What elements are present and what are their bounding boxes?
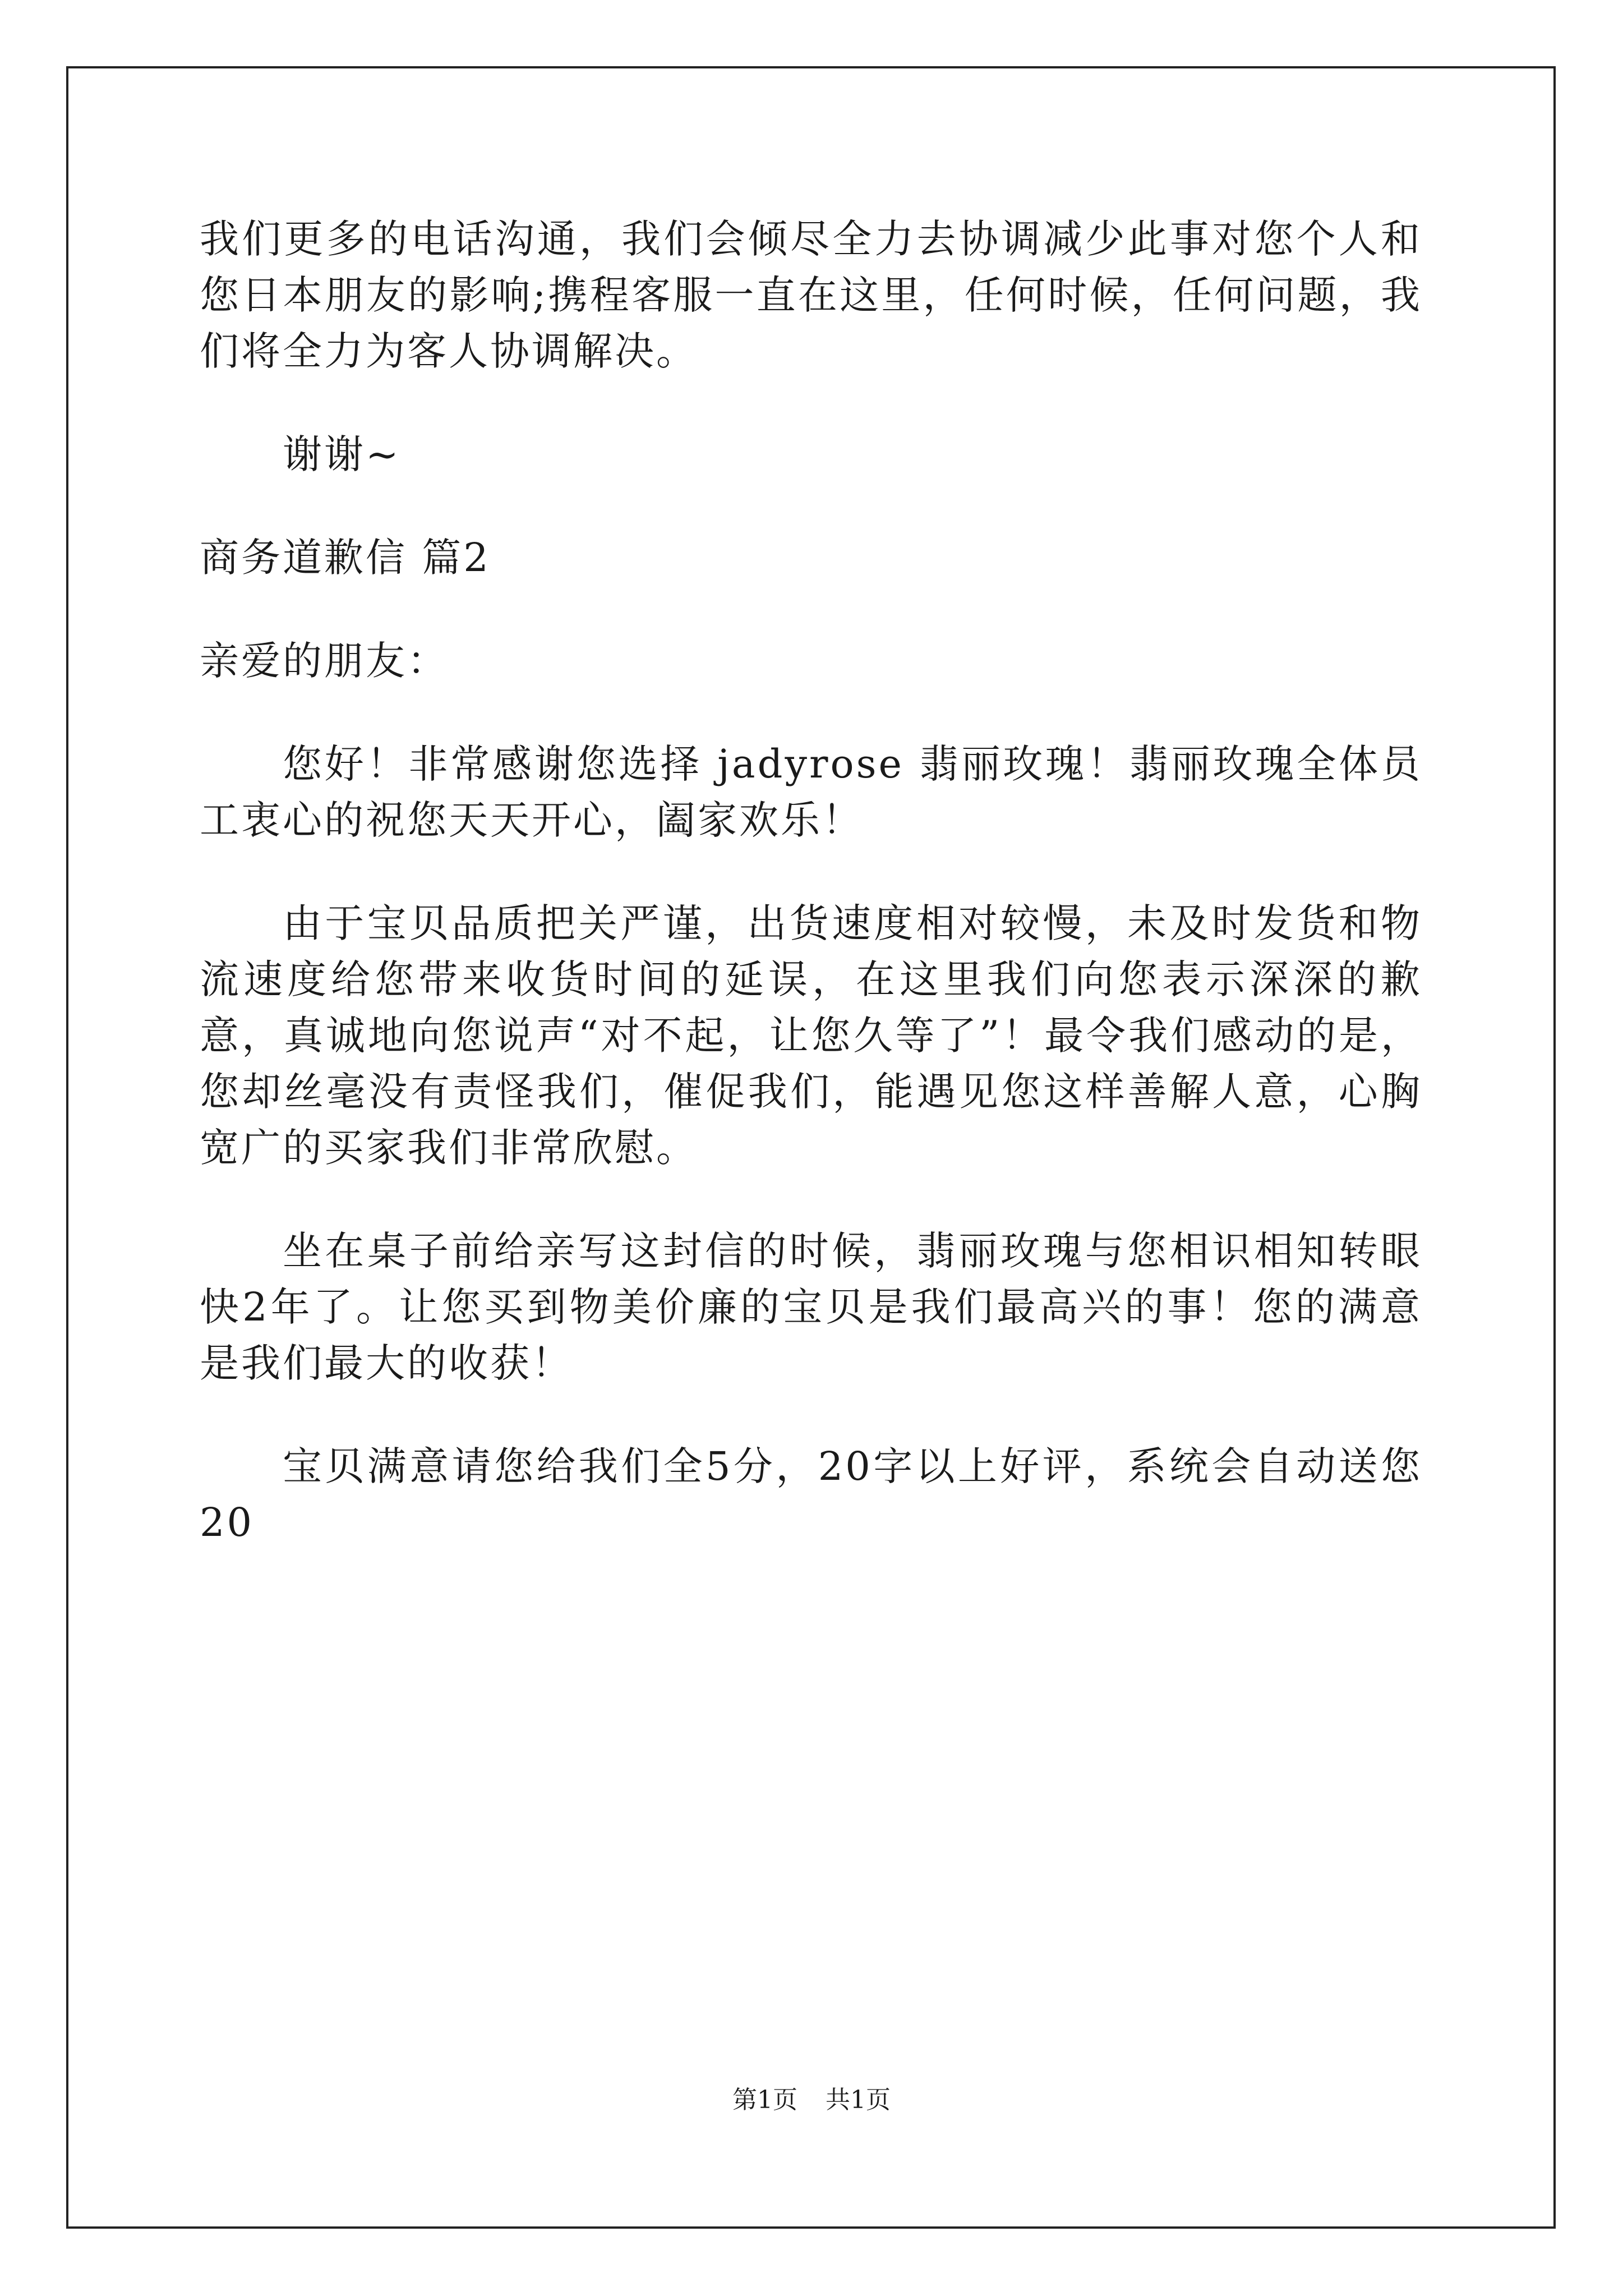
salutation: 亲爱的朋友： [200,638,449,684]
page-total: 共1页 [826,2086,891,2114]
paragraph-anniversary: 坐在桌子前给亲写这封信的时候，翡丽玫瑰与您相识相知转眼快2年了。让您买到物美价廉的宝贝是我们最高兴的事！您的满意是我们最大的收获！ [200,1228,1422,1386]
document-body [200,211,1422,1598]
page-number: 第1页 [732,2086,797,2114]
section-heading: 商务道歉信 篇2 [200,535,491,581]
paragraph-greeting: 您好！非常感谢您选择 jadyrose 翡丽玫瑰！翡丽玫瑰全体员工衷心的祝您天天开心，阖家欢乐！ [200,741,1422,843]
page-footer [0,2083,1623,2117]
paragraph-apology: 由于宝贝品质把关严谨，出货速度相对较慢，未及时发货和物流速度给您带来收货时间的延误，在这里我们向您表示深深的歉意，真诚地向您说声“对不起，让您久等了”！最令我们感动的是，您却丝毫没有责怪我们，催促我们，能遇见您这样善解人意，心胸宽广的买家我们非常欣慰。 [200,900,1422,1171]
paragraph-review-request: 宝贝满意请您给我们全5分，20字以上好评，系统会自动送您20 [200,1443,1422,1545]
paragraph-thanks: 谢谢~ [283,431,401,477]
paragraph-continuation: 我们更多的电话沟通，我们会倾尽全力去协调减少此事对您个人和您日本朋友的影响;携程客服一直在这里，任何时候，任何问题，我们将全力为客人协调解决。 [200,216,1422,374]
